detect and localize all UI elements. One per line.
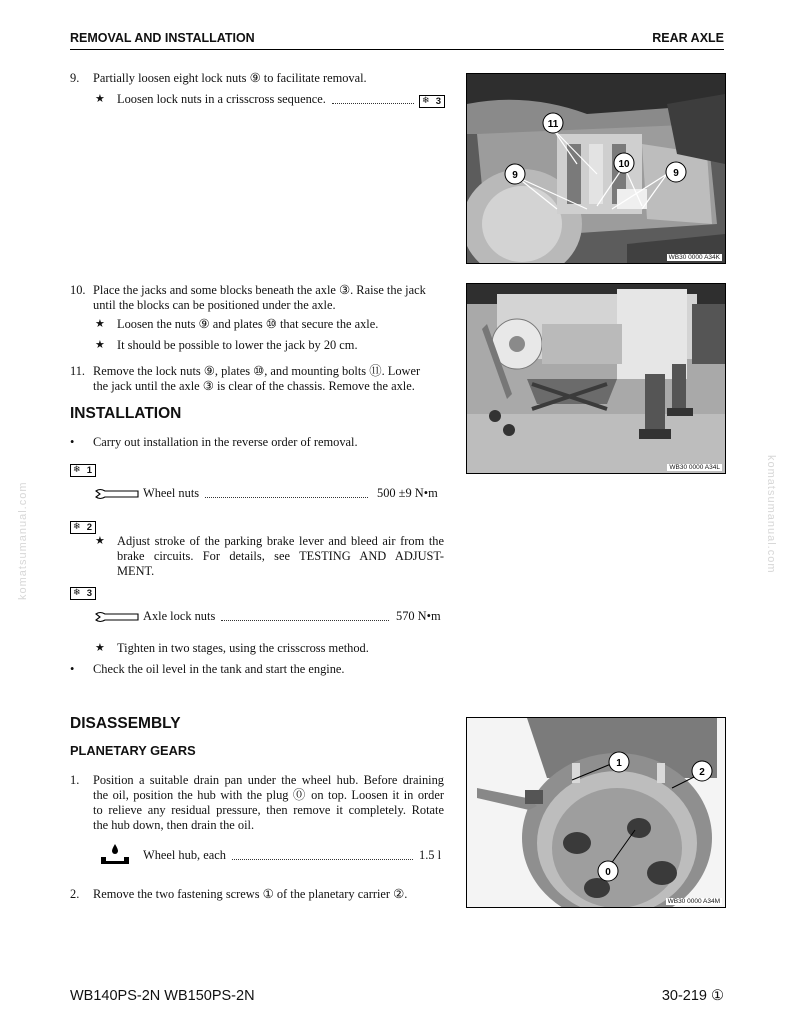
header-rule xyxy=(70,49,724,50)
reference-tag-2: ❄ 2 xyxy=(70,521,96,534)
disassembly-step-1-line-1: Position a suitable drain pan under the wheel hub. Before draining xyxy=(93,773,444,787)
installation-heading: INSTALLATION xyxy=(70,405,182,422)
callout-11: 11 xyxy=(547,119,559,130)
figure-2-caption: WB30 0000 A34L xyxy=(669,464,720,471)
installation-bullet-2: • Check the oil level in the tank and start the engine. xyxy=(93,662,345,678)
disassembly-step-2-text: Remove the two fastening screws ① of the planetary carrier ②. xyxy=(93,887,408,901)
disassembly-step-1-number: 1. xyxy=(70,773,80,787)
step-11-number: 11. xyxy=(70,364,86,378)
header-chapter-title: REAR AXLE xyxy=(652,31,724,45)
planetary-gears-subheading: PLANETARY GEARS xyxy=(70,743,196,758)
installation-star-2-line-1: ★ Adjust stroke of the parking brake lever and bleed air from the xyxy=(117,534,444,550)
step-9-text: Partially loosen eight lock nuts ⑨ to facilitate removal. xyxy=(93,71,367,85)
step-11-line-2: the jack until the axle ③ is clear of the chassis. Remove the axle. xyxy=(93,379,415,393)
installation-bullet-1: • Carry out installation in the reverse order of removal. xyxy=(93,435,358,451)
figure-3-caption: WB30 0000 A34M xyxy=(667,898,720,905)
disassembly-step-1-line-2: the oil, position the hub with the plug ⓪ on top. Loosen it in order xyxy=(93,788,444,802)
step-10-line-1: Place the jacks and some blocks beneath the axle ③. Raise the jack xyxy=(93,283,426,297)
disassembly-step-1-line-3: to relieve any residual pressure, then remove it completely. Rotate xyxy=(93,803,444,817)
wrench-icon xyxy=(94,487,140,501)
callout-9-left: 9 xyxy=(512,170,518,181)
torque-wheel-nuts-value: 500 ±9 N•m xyxy=(377,486,438,500)
callout-0: 0 xyxy=(605,867,611,878)
oil-capacity-value: 1.5 l xyxy=(419,848,442,862)
step-10-star-2: ★ It should be possible to lower the jack by 20 cm. xyxy=(117,338,358,354)
callout-10: 10 xyxy=(618,159,630,170)
watermark-left: komatsumanual.com xyxy=(17,481,29,600)
footer-page-number: 30-219 ① xyxy=(661,988,724,1004)
oil-drain-icon xyxy=(100,843,130,865)
reference-tag-3: ❄ 3 xyxy=(419,95,445,108)
callout-9-right: 9 xyxy=(673,168,679,179)
figure-1-caption: WB30 0000 A34K xyxy=(668,254,720,261)
torque-axle-lock-nuts: Axle lock nuts xyxy=(143,609,393,625)
footer-model: WB140PS-2N WB150PS-2N xyxy=(70,988,255,1004)
watermark-right: komatsumanual.com xyxy=(765,455,777,574)
torque-axle-lock-nuts-value: 570 N•m xyxy=(396,609,441,623)
wrench-icon xyxy=(94,610,140,624)
step-10-line-2: until the blocks can be positioned under the axle. xyxy=(93,298,336,312)
reference-tag-1: ❄ 1 xyxy=(70,464,96,477)
callout-1: 1 xyxy=(616,758,622,769)
figure-wheel-hub-photo xyxy=(466,717,726,908)
disassembly-step-1-line-4: the hub down, then drain the oil. xyxy=(93,818,255,832)
installation-star-3: ★ Tighten in two stages, using the crisscross method. xyxy=(117,641,369,657)
reference-tag-3b: ❄ 3 xyxy=(70,587,96,600)
step-11-line-1: Remove the lock nuts ⑨, plates ⑩, and mounting bolts ⑪. Lower xyxy=(93,364,421,378)
oil-capacity-wheel-hub: Wheel hub, each xyxy=(143,848,417,864)
step-9-number: 9. xyxy=(70,71,80,85)
disassembly-step-2-number: 2. xyxy=(70,887,80,901)
step-10-star-1: ★ Loosen the nuts ⑨ and plates ⑩ that secure the axle. xyxy=(117,317,378,333)
header-section-title: REMOVAL AND INSTALLATION xyxy=(70,31,255,45)
step-10-number: 10. xyxy=(70,283,86,297)
torque-wheel-nuts: Wheel nuts xyxy=(143,486,372,502)
step-9-star: ★ Loosen lock nuts in a crisscross sequence. xyxy=(117,92,418,108)
figure-axle-jack-photo xyxy=(466,283,726,474)
installation-star-2-line-2: brake circuits. For details, see TESTING AND ADJUST- xyxy=(117,549,444,563)
figure-axle-mounting-photo xyxy=(466,73,726,264)
callout-2: 2 xyxy=(699,767,705,778)
disassembly-heading: DISASSEMBLY xyxy=(70,715,181,732)
installation-star-2-line-3: MENT. xyxy=(117,564,155,578)
